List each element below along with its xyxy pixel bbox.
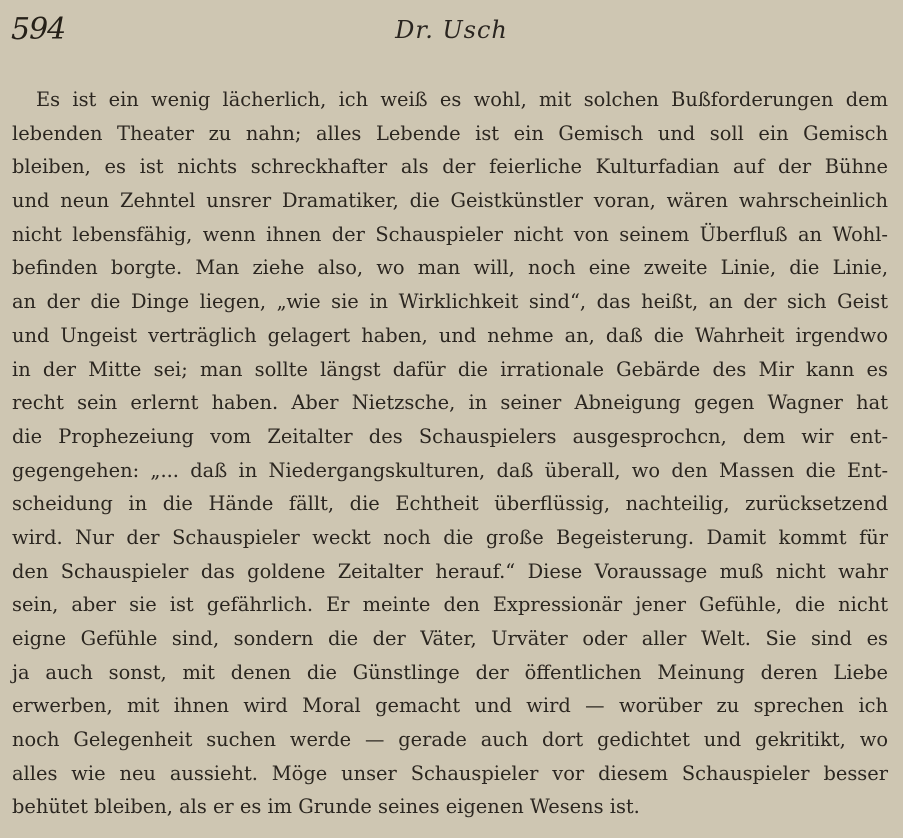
text-line: wird. Nur der Schauspieler weckt noch die große Begeisterung. Damit kommt für xyxy=(12,525,888,549)
text-line: und neun Zehntel unsrer Dramatiker, die Geistkünstler voran, wären wahrscheinlich xyxy=(12,189,888,213)
text-line: bleiben, es ist nichts schreckhafter als der feierliche Kulturfadian auf der Bühne xyxy=(12,155,888,179)
text-line: eigne Gefühle sind, sondern die der Väter, Urväter oder aller Welt. Sie sind es xyxy=(12,627,888,650)
text-line: lebenden Theater zu nahn; alles Lebende ist ein Gemisch und soll ein Gemisch xyxy=(12,121,888,145)
text-line: alles wie neu aussieht. Möge unser Schauspieler vor diesem Schauspieler besser xyxy=(12,761,888,785)
text-line: sein, aber sie ist gefährlich. Er meinte den Expressionär jener Gefühle, die nicht xyxy=(12,593,888,617)
text-line: nicht lebensfähig, wenn ihnen der Schauspieler nicht von seinem Überfluß an Wohl- xyxy=(12,222,888,246)
page-number: 594 xyxy=(11,12,66,47)
text-line: in der Mitte sei; man sollte längst dafür die irrationale Gebärde des Mir kann es xyxy=(12,357,888,381)
text-line: Es ist ein wenig lächerlich, ich weiß es wohl, mit solchen Bußforderungen dem xyxy=(36,88,888,111)
text-line: ja auch sonst, mit denen die Günstlinge der öffentlichen Meinung deren Liebe xyxy=(12,660,888,684)
text-line: und Ungeist verträglich gelagert haben, und nehme an, daß die Wahrheit irgendwo xyxy=(12,323,888,347)
text-line: befinden borgte. Man ziehe also, wo man will, noch eine zweite Linie, die Linie, xyxy=(12,256,888,280)
text-line: scheidung in die Hände fällt, die Echtheit überflüssig, nachteilig, zurücksetzend xyxy=(12,492,888,516)
text-line: die Prophezeiung vom Zeitalter des Schauspielers ausgesprochcn, dem wir ent- xyxy=(12,424,888,448)
text-line: gegengehen: „... daß in Niedergangskulturen, daß überall, wo den Massen die Ent- xyxy=(12,458,888,482)
body-paragraph xyxy=(12,83,888,824)
text-line: den Schauspieler das goldene Zeitalter herauf.“ Diese Voraussage muß nicht wahr xyxy=(12,559,888,583)
text-line: behütet bleiben, als er es im Grunde seines eigenen Wesens ist. xyxy=(12,795,640,819)
text-line: noch Gelegenheit suchen werde — gerade auch dort gedichtet und gekritikt, wo xyxy=(12,728,888,752)
text-line: an der die Dinge liegen, „wie sie in Wirklichkeit sind“, das heißt, an der sich Geist xyxy=(12,290,888,314)
text-line: erwerben, mit ihnen wird Moral gemacht und wird — worüber zu sprechen ich xyxy=(12,694,888,718)
running-title: Dr. Usch xyxy=(395,16,508,44)
text-line: recht sein erlernt haben. Aber Nietzsche, in seiner Abneigung gegen Wagner hat xyxy=(12,391,888,415)
